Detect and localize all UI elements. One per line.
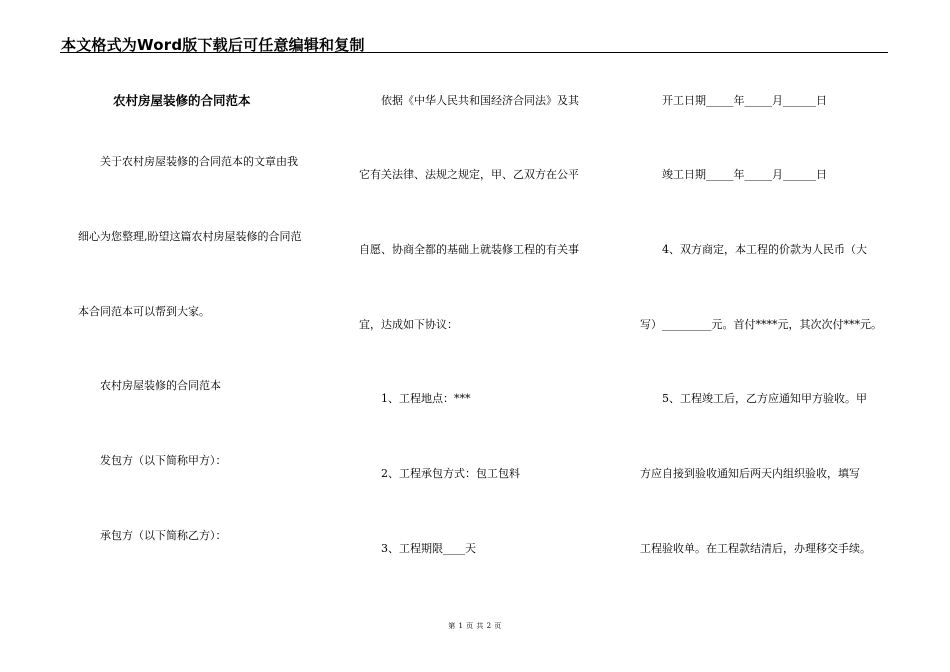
header-divider — [60, 52, 888, 53]
col3-line-1: 开工日期_____年_____月______日 — [662, 94, 827, 107]
col1-line-1: 关于农村房屋装修的合同范本的文章由我 — [100, 155, 298, 168]
col3-line-4: 写）_________元。首付****元，其次次付***元。 — [640, 318, 882, 331]
document-title: 农村房屋装修的合同范本 — [113, 93, 251, 108]
col1-line-5: 发包方（以下简称甲方）： — [100, 454, 227, 467]
col1-line-6: 承包方（以下简称乙方）： — [100, 529, 227, 542]
col3-line-5: 5、工程竣工后，乙方应通知甲方验收。甲 — [662, 392, 867, 405]
col2-line-1: 依据《中华人民共和国经济合同法》及其 — [381, 94, 579, 107]
col3-line-3: 4、双方商定，本工程的价款为人民币（大 — [662, 243, 867, 256]
header-title: 本文格式为Word版下载后可任意编辑和复制 — [61, 36, 365, 54]
col1-line-3: 本合同范本可以帮到大家。 — [78, 305, 210, 318]
col1-line-2: 细心为您整理,盼望这篇农村房屋装修的合同范 — [78, 230, 302, 243]
col3-line-2: 竣工日期_____年_____月______日 — [662, 168, 827, 181]
col3-line-7: 工程验收单。在工程款结清后，办理移交手续。 — [640, 542, 871, 555]
col1-line-4: 农村房屋装修的合同范本 — [100, 379, 221, 392]
col2-line-6: 2、工程承包方式：包工包料 — [381, 467, 520, 480]
col2-line-5: 1、工程地点：*** — [381, 392, 471, 405]
col2-line-7: 3、工程期限____天 — [381, 542, 476, 555]
col2-line-2: 它有关法律、法规之规定，甲、乙双方在公平 — [359, 168, 579, 181]
col2-line-4: 宜，达成如下协议： — [359, 318, 458, 331]
page-number: 第 1 页 共 2 页 — [448, 622, 502, 630]
col2-line-3: 自愿、协商全都的基础上就装修工程的有关事 — [359, 243, 579, 256]
col3-line-6: 方应自接到验收通知后两天内组织验收，填写 — [640, 467, 860, 480]
